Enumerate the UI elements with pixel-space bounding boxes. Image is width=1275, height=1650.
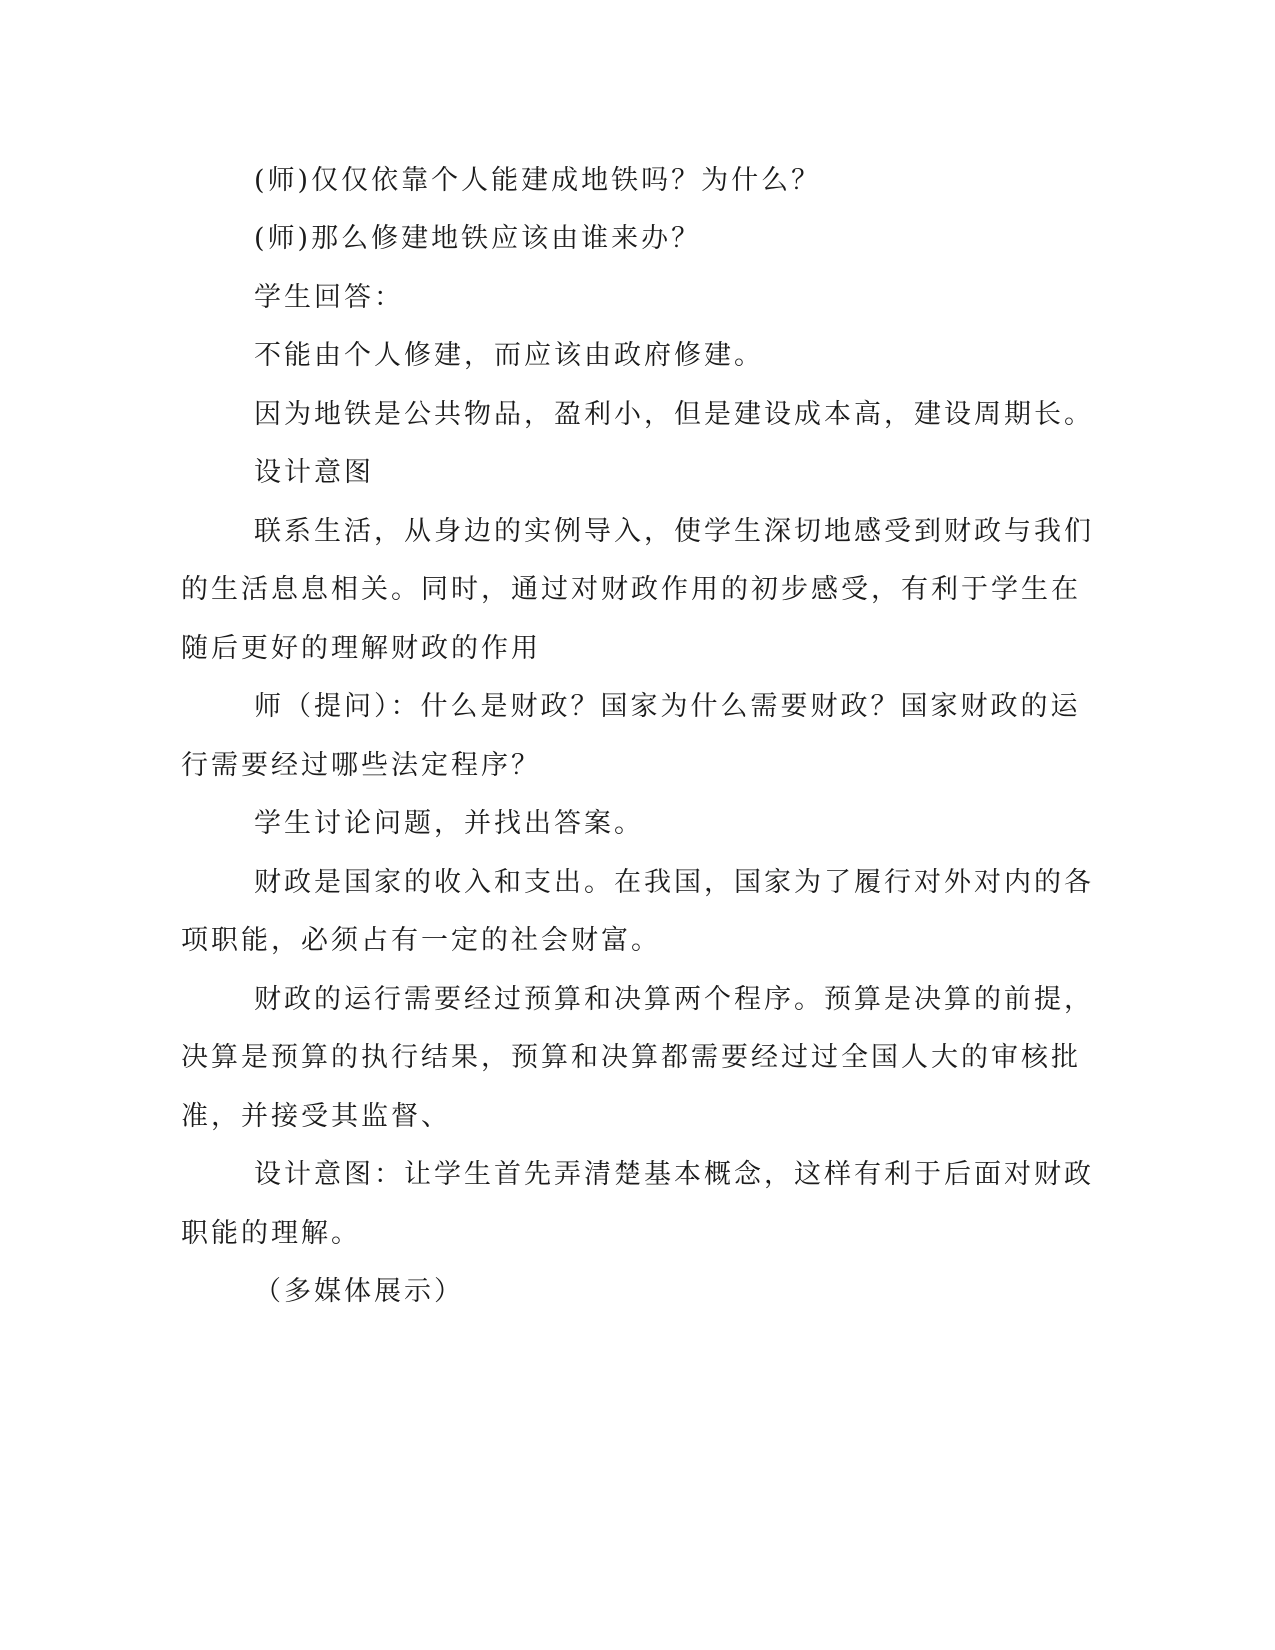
text-line: 因为地铁是公共物品，盈利小，但是建设成本高，建设周期长。: [254, 399, 1094, 430]
text-line: 项职能，必须占有一定的社会财富。: [181, 925, 661, 956]
text-line: 学生讨论问题，并找出答案。: [254, 808, 644, 839]
text-line: 的生活息息相关。同时，通过对财政作用的初步感受，有利于学生在: [181, 574, 1081, 605]
text-line: 师（提问）：什么是财政？国家为什么需要财政？国家财政的运: [254, 691, 1081, 722]
text-line: 设计意图: [254, 457, 374, 488]
text-line: 职能的理解。: [181, 1218, 361, 1249]
text-line: 不能由个人修建，而应该由政府修建。: [254, 340, 764, 371]
text-line: 联系生活，从身边的实例导入，使学生深切地感受到财政与我们: [254, 516, 1094, 547]
text-line: 随后更好的理解财政的作用: [181, 633, 541, 664]
text-line: 准，并接受其监督、: [181, 1101, 451, 1132]
text-line: 财政的运行需要经过预算和决算两个程序。预算是决算的前提，: [254, 984, 1094, 1015]
text-line: 设计意图：让学生首先弄清楚基本概念，这样有利于后面对财政: [254, 1159, 1094, 1190]
text-line: 决算是预算的执行结果，预算和决算都需要经过过全国人大的审核批: [181, 1042, 1081, 1073]
text-line: (师)仅仅依靠个人能建成地铁吗？为什么？: [254, 165, 822, 196]
text-line: 财政是国家的收入和支出。在我国，国家为了履行对外对内的各: [254, 867, 1094, 898]
text-line: 行需要经过哪些法定程序？: [181, 750, 541, 781]
text-line: 学生回答：: [254, 282, 404, 313]
text-line: （多媒体展示）: [254, 1276, 464, 1307]
text-line: (师)那么修建地铁应该由谁来办？: [254, 223, 702, 254]
